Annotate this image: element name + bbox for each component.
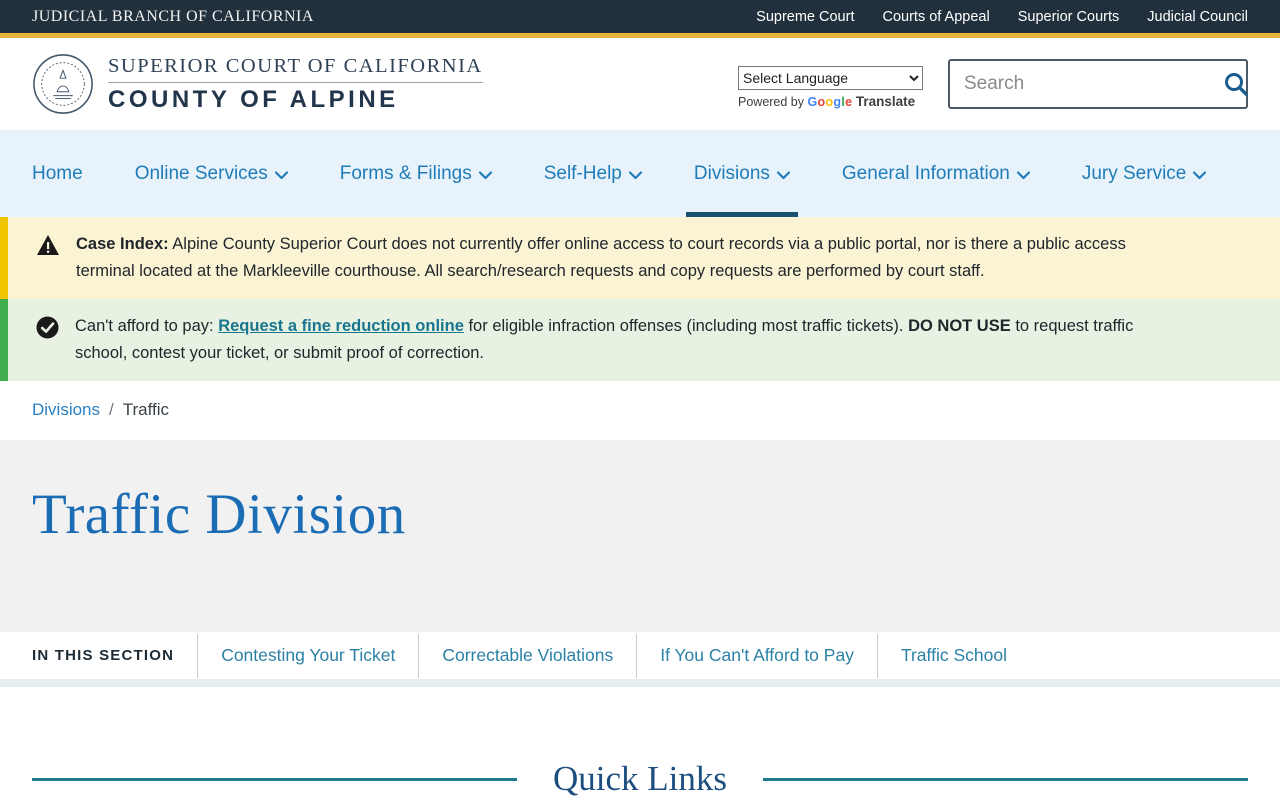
section-link-traffic-school[interactable]: Traffic School [900,645,1007,665]
fine-reduction-middle: for eligible infraction offenses (including most traffic tickets). [463,317,909,335]
language-widget [738,59,926,109]
chevron-down-icon [629,171,642,180]
nav-divisions-label: Divisions [693,162,770,184]
header-controls [738,59,1248,109]
google-translate-attribution [738,94,926,109]
breadcrumb-divisions-link[interactable]: Divisions [32,400,101,419]
nav-jury-service[interactable] [1082,130,1207,217]
court-name-line1: SUPERIOR COURT OF CALIFORNIA [108,55,483,83]
link-superior-courts[interactable]: Superior Courts [1017,8,1120,25]
divider [877,634,878,678]
utility-links [756,9,1248,25]
site-search [948,59,1248,109]
heading-rule-left [32,778,517,781]
court-logo[interactable] [32,53,483,115]
quick-links-heading-row [32,759,1248,799]
chevron-down-icon [1193,171,1206,180]
in-this-section-label: IN THIS SECTION [32,647,175,664]
heading-rule-right [763,778,1248,781]
warning-icon [36,234,60,256]
search-icon [1223,71,1249,97]
case-index-label: Case Index: [76,235,169,253]
nav-forms-filings-label: Forms & Filings [339,162,472,184]
divider [197,634,198,678]
nav-online-services-label: Online Services [134,162,268,184]
breadcrumb-current: Traffic [122,400,170,419]
google-wordmark: Google [807,95,853,109]
case-index-alert [0,217,1280,299]
link-judicial-council[interactable]: Judicial Council [1147,8,1248,25]
quick-links-section [0,687,1280,800]
section-navigation [0,632,1280,679]
search-input[interactable] [950,73,1223,95]
breadcrumb-separator: / [109,400,114,419]
link-courts-of-appeal[interactable]: Courts of Appeal [882,8,990,25]
nav-divisions[interactable] [694,130,790,217]
divider [418,634,419,678]
nav-general-information[interactable] [842,130,1030,217]
link-supreme-court[interactable]: Supreme Court [756,8,855,25]
section-link-contesting-your-ticket[interactable]: Contesting Your Ticket [221,645,396,665]
case-index-alert-text [76,231,1170,285]
nav-self-help-label: Self-Help [543,162,622,184]
nav-home-label: Home [32,162,83,184]
fine-reduction-warning: DO NOT USE [908,317,1011,335]
court-name-line2: COUNTY OF ALPINE [108,85,399,113]
chevron-down-icon [275,171,288,180]
nav-jury-service-label: Jury Service [1081,162,1187,184]
court-name [108,55,483,114]
chevron-down-icon [479,171,492,180]
site-header [0,38,1280,130]
page-title: Traffic Division [32,483,406,546]
main-navigation [0,130,1280,217]
fine-reduction-prefix: Can't afford to pay: [75,317,219,335]
fine-reduction-alert-text [75,313,1170,367]
translate-text: Translate [855,94,916,109]
nav-forms-filings[interactable] [340,130,492,217]
nav-home[interactable] [32,130,83,217]
page-hero [0,440,1280,632]
quick-links-heading: Quick Links [553,759,728,798]
fine-reduction-link[interactable]: Request a fine reduction online [218,317,464,335]
judicial-branch-seal-icon [32,53,94,115]
utility-bar [0,0,1280,33]
section-nav-bottom-strip [0,679,1280,687]
divider [636,634,637,678]
nav-self-help[interactable] [544,130,642,217]
chevron-down-icon [1017,171,1030,180]
section-link-correctable-violations[interactable]: Correctable Violations [442,645,614,665]
search-button[interactable] [1223,61,1249,107]
judicial-branch-brand: JUDICIAL BRANCH OF CALIFORNIA [32,7,314,25]
language-select[interactable] [738,66,923,90]
fine-reduction-alert [0,299,1280,381]
chevron-down-icon [777,171,790,180]
section-link-cant-afford-to-pay[interactable]: If You Can't Afford to Pay [660,645,854,665]
fine-reduction-suffix: to request traffic school, contest your ticket, or submit proof of correction. [75,317,1134,362]
breadcrumb [0,381,1280,440]
powered-by-text: Powered by [738,95,805,109]
check-circle-icon [36,316,59,339]
case-index-body: Alpine County Superior Court does not currently offer online access to court records via a public portal, nor is there a public access terminal located at the Markleeville courthouse. All search/research requests and copy requests are performed by court staff. [76,235,1126,280]
nav-online-services[interactable] [135,130,288,217]
nav-general-information-label: General Information [841,162,1010,184]
